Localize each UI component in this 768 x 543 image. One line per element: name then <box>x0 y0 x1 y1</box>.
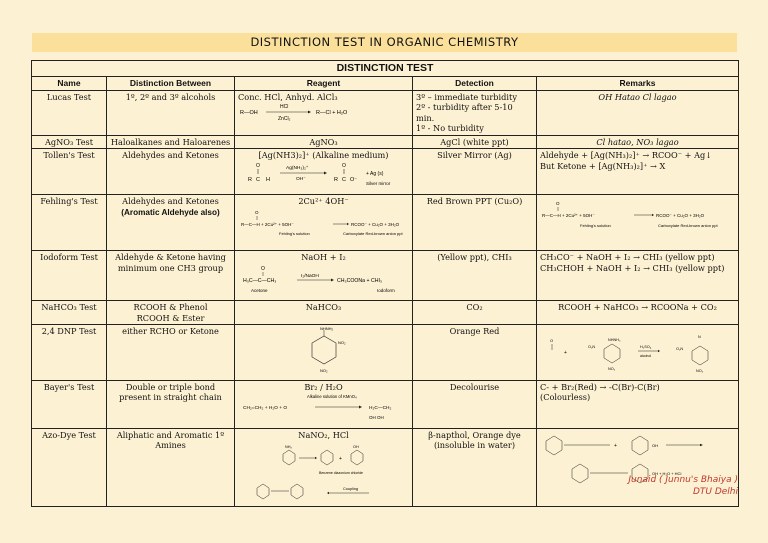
author-name: Junaid ( Junnu's Bhaiya ) <box>628 475 738 485</box>
detection-cell: β-napthol, Orange dye (insoluble in water) <box>413 428 537 506</box>
table-title: DISTINCTION TEST <box>32 61 739 77</box>
remarks-cell: Cl hatao, NO₃ lagao <box>537 135 739 149</box>
reagent-cell: AgNO₃ <box>235 135 413 149</box>
label-products: CH₃COONa + CHI₃ <box>336 277 382 284</box>
detection-cell <box>413 90 537 135</box>
label-o: O <box>254 209 259 215</box>
label-plus: + <box>564 350 567 356</box>
label-kmno4: Alkaline solution of KMnO₄ <box>306 394 357 399</box>
label-n-product: N <box>698 335 701 339</box>
test-name: Lucas Test <box>32 90 107 135</box>
benzene-ring <box>632 436 648 455</box>
label-diazonium: Benzene diazonium chloride <box>318 471 363 475</box>
label-o2n: O₂N <box>588 345 596 349</box>
arrow-head <box>359 406 362 409</box>
label-o2: O <box>341 162 346 169</box>
label-no2: NO₂ <box>337 340 346 345</box>
dnp-structure <box>294 326 354 376</box>
arrow-head <box>700 443 703 445</box>
reagent-cell <box>235 251 413 301</box>
label-reactants: R—C—H + 2Cu²⁺ + 5OH⁻ <box>542 213 595 218</box>
fehling-scheme-reagent <box>239 207 409 241</box>
table-row <box>32 380 739 428</box>
label-o: O <box>556 201 560 206</box>
table-row <box>32 325 739 381</box>
label-ppt: Carboxylate Red-brown anion ppt <box>658 223 718 228</box>
bayer-scheme <box>239 392 409 422</box>
author-institution: DTU Delhi <box>692 487 738 497</box>
test-name: NaHCO₃ Test <box>32 301 107 325</box>
label-alcohol: alcohol <box>640 354 652 358</box>
label-r: R <box>247 176 252 183</box>
detection-line: 1º - No turbidity <box>416 123 484 133</box>
table-row <box>32 149 739 195</box>
header-remarks: Remarks <box>537 77 739 91</box>
label-o-minus: O⁻ <box>349 176 357 183</box>
benzene-ring <box>257 484 269 499</box>
label-zncl2: ZnCl₂ <box>278 116 291 122</box>
distinction-table <box>31 60 739 507</box>
label-h: H <box>265 176 270 183</box>
label-c2: C <box>341 176 346 183</box>
label-product: H₂C—CH₂ <box>368 406 391 411</box>
label-plus: + <box>614 442 617 449</box>
reagent-text: [Ag(NH3)₂]⁺ (Alkaline medium) <box>258 150 389 160</box>
label-nh2: NH₂ <box>284 445 292 449</box>
reagent-cell <box>235 195 413 251</box>
benzene-ring <box>692 346 708 365</box>
header-row <box>32 77 739 91</box>
detection-cell: Red Brown PPT (Cu₂O) <box>413 195 537 251</box>
arrow-head <box>331 278 334 281</box>
remarks-line: CH₃CHOH + NaOH + I₂ → CHI₃ (yellow ppt) <box>540 262 725 273</box>
between-line: RCOOH & Ester <box>136 312 205 323</box>
table-row <box>32 195 739 251</box>
label-reactants: CH₂=CH₂ + H₂O + O <box>242 406 287 411</box>
test-name: Tollen's Test <box>32 149 107 195</box>
detection-cell: Silver Mirror (Ag) <box>413 149 537 195</box>
label-acetone: Acetone <box>250 287 268 293</box>
distinction-between: Haloalkanes and Haloarenes <box>107 135 235 149</box>
between-note: (Aromatic Aldehyde also) <box>121 207 220 217</box>
between-text: Aldehydes and Ketones <box>122 196 219 206</box>
distinction-between <box>107 195 235 251</box>
arrow-head <box>327 492 329 494</box>
reagent-text: 2Cu²⁺ 4OH⁻ <box>298 196 349 206</box>
header-between: Distinction Between <box>107 77 235 91</box>
benzene-ring <box>604 344 620 363</box>
test-name: Fehling's Test <box>32 195 107 251</box>
arrow-head <box>324 171 327 174</box>
remarks-cell <box>537 149 739 195</box>
reagent-cell <box>235 428 413 506</box>
label-oh: OH <box>352 445 359 449</box>
label-roh: R—OH <box>240 110 258 116</box>
label-c: C <box>255 176 260 183</box>
header-reagent: Reagent <box>235 77 413 91</box>
label-iodoform: Iodoform <box>376 287 395 293</box>
label-o: O <box>550 338 554 343</box>
label-solution: Fehling's solution <box>580 223 611 228</box>
remarks-cell: OH Hatao Cl lagao <box>537 90 739 135</box>
page-banner-title: DISTINCTION TEST IN ORGANIC CHEMISTRY <box>32 33 737 52</box>
label-ppt: Carboxylate Red-brown anion ppt <box>342 230 403 236</box>
reagent-text: Br₂ / H₂O <box>304 381 343 392</box>
benzene-ring <box>572 464 588 483</box>
remarks-line: Aldehyde + [Ag(NH₃)₂]⁺ → RCOO⁻ + Ag↓ <box>540 150 713 160</box>
detection-cell: AgCl (white ppt) <box>413 135 537 149</box>
label-mirror: Silver mirror <box>365 180 390 186</box>
header-detection: Detection <box>413 77 537 91</box>
fehling-scheme-remarks <box>540 196 734 238</box>
reagent-text: Conc. HCl, Anhyd. AlCl₃ <box>238 91 338 102</box>
benzene-ring <box>546 436 562 455</box>
label-oh: OH OH <box>368 415 384 420</box>
label-coupling: Coupling <box>342 487 358 491</box>
label-oh: OH <box>652 442 658 448</box>
test-name: Iodoform Test <box>32 251 107 301</box>
benzene-ring <box>351 450 363 465</box>
label-acetone-formula: H₃C—C—CH₃ <box>242 277 276 284</box>
label-r2: R <box>333 176 338 183</box>
label-h2so4: H₂SO₄ <box>640 345 652 349</box>
benzene-ring <box>321 450 333 465</box>
label-o2n-product: O₂N <box>676 347 684 351</box>
table-row <box>32 301 739 325</box>
label-plus: + <box>338 456 342 462</box>
table-row <box>32 251 739 301</box>
distinction-between: 1º, 2º and 3º alcohols <box>107 90 235 135</box>
label-no2: NO₂ <box>608 367 616 371</box>
remarks-cell <box>537 251 739 301</box>
distinction-between <box>107 301 235 325</box>
header-name: Name <box>32 77 107 91</box>
iodoform-scheme <box>239 263 409 295</box>
test-name: Azo-Dye Test <box>32 428 107 506</box>
label-product-tail: OH + H₂O + HCl <box>652 470 682 476</box>
detection-cell: Orange Red <box>413 325 537 381</box>
detection-line: 3º – immediate turbidity <box>416 91 517 102</box>
remarks-line: But Ketone + [Ag(NH₃)₂]⁺ → X <box>540 160 666 171</box>
table-row <box>32 90 739 135</box>
label-nhnh2: NHNH₂ <box>608 338 621 342</box>
label-o: O <box>260 265 265 272</box>
remarks-cell <box>537 195 739 251</box>
remarks-cell <box>537 325 739 381</box>
test-name: 2,4 DNP Test <box>32 325 107 381</box>
reagent-text: NaOH + I₂ <box>301 252 346 262</box>
distinction-between: Aldehyde & Ketone having minimum one CH3 group <box>107 251 235 301</box>
label-nhnh2: NHNH₂ <box>319 326 333 331</box>
remarks-line: (Colourless) <box>540 392 591 402</box>
label-o: O <box>255 162 260 169</box>
reagent-cell <box>235 325 413 381</box>
reagent-cell <box>235 380 413 428</box>
detection-cell: CO₂ <box>413 301 537 325</box>
remarks-cell <box>537 380 739 428</box>
benzene-ring <box>291 484 303 499</box>
distinction-between: Aldehydes and Ketones <box>107 149 235 195</box>
label-products: RCOO⁻ + Cu₂O + 3H₂O <box>350 221 399 227</box>
label-no2-bottom: NO₂ <box>319 368 328 373</box>
table-row <box>32 135 739 149</box>
reagent-cell <box>235 149 413 195</box>
reagent-cell <box>235 90 413 135</box>
benzene-ring <box>312 336 336 364</box>
between-line: RCOOH & Phenol <box>133 302 208 312</box>
label-hcl: HCl <box>280 104 289 110</box>
arrow-head <box>652 214 654 216</box>
label-oh: OH⁻ <box>295 176 306 182</box>
label-no2-product: NO₂ <box>696 369 704 373</box>
arrow-head <box>308 111 311 114</box>
remarks-line: C- + Br₂(Red) → -C(Br)-C(Br) <box>540 381 660 392</box>
detection-cell: Decolourise <box>413 380 537 428</box>
reagent-cell: NaHCO₃ <box>235 301 413 325</box>
tollens-scheme <box>244 161 404 187</box>
azo-scheme-reagent <box>239 440 409 502</box>
distinction-between: Double or triple bond present in straight chain <box>107 380 235 428</box>
remarks-cell: RCOOH + NaHCO₃ → RCOONa + CO₂ <box>537 301 739 325</box>
remarks-line: CH₃CO⁻ + NaOH + I₂ → CHI₃ (yellow ppt) <box>540 252 715 262</box>
label-ag: + Ag (s) <box>365 170 383 177</box>
arrow-head <box>347 222 349 224</box>
distinction-between: either RCHO or Ketone <box>107 325 235 381</box>
reagent-text: NaNO₂, HCl <box>298 429 349 440</box>
label-solution: Fehling's solution <box>278 230 310 236</box>
test-name: Bayer's Test <box>32 380 107 428</box>
distinction-between: Aliphatic and Aromatic 1º Amines <box>107 428 235 506</box>
label-reagent: I₂/NaOH <box>300 273 319 279</box>
label-products: RCOO⁻ + Cu₂O + 3H₂O <box>656 213 705 218</box>
detection-cell: (Yellow ppt), CHI₃ <box>413 251 537 301</box>
dnp-reaction-scheme <box>540 326 734 376</box>
lucas-scheme <box>238 102 408 122</box>
arrow-head <box>315 457 317 459</box>
author-signature <box>628 474 738 498</box>
label-reagent: Ag(NH₃)₂⁺ <box>285 165 308 171</box>
label-reactants: R—C—H + 2Cu²⁺ + 5OH⁻ <box>240 221 294 227</box>
arrow-head <box>658 350 660 352</box>
label-product: R—Cl + H₂O <box>316 110 348 116</box>
benzene-ring <box>283 450 295 465</box>
test-name: AgNO₃ Test <box>32 135 107 149</box>
detection-line: 2º - turbidity after 5-10 min. <box>416 102 513 123</box>
